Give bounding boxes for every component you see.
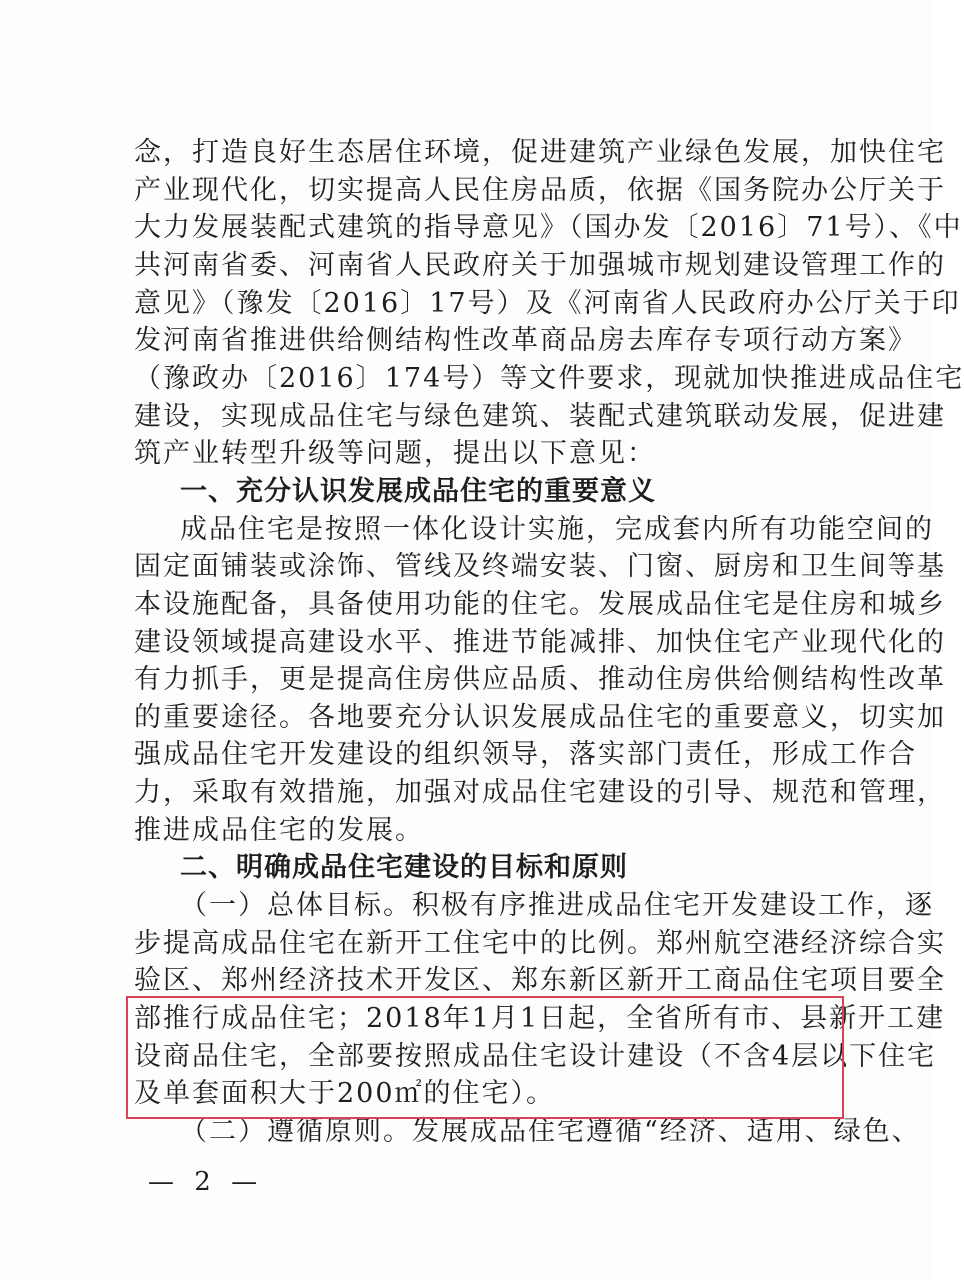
text-line-27: （二）遵循原则。发展成品住宅遵循“经济、适用、绿色、 <box>180 1116 921 1147</box>
text-line-18: 力，采取有效措施，加强对成品住宅建设的引导、规范和管理， <box>134 777 946 808</box>
section-heading-1: 一、充分认识发展成品住宅的重要意义 <box>180 476 656 507</box>
page-number: — 2 — <box>148 1167 264 1197</box>
section-heading-2: 二、明确成品住宅建设的目标和原则 <box>180 852 628 883</box>
text-line-24: 部推行成品住宅；2018年1月1日起，全省所有市、县新开工建 <box>134 1003 946 1034</box>
text-line-22: 步提高成品住宅在新开工住宅中的比例。郑州航空港经济综合实 <box>134 928 946 959</box>
text-line-15: 有力抓手，更是提高住房供应品质、推动住房供给侧结构性改革 <box>134 664 946 695</box>
text-line-7: （豫政办〔2016〕174号）等文件要求，现就加快推进成品住宅 <box>134 363 964 394</box>
text-line-14: 建设领域提高建设水平、推进节能减排、加快住宅产业现代化的 <box>134 627 946 658</box>
text-line-9: 筑产业转型升级等问题，提出以下意见： <box>134 438 656 469</box>
text-line-13: 本设施配备，具备使用功能的住宅。发展成品住宅是住房和城乡 <box>134 589 946 620</box>
text-line-2: 产业现代化，切实提高人民住房品质，依据《国务院办公厅关于 <box>134 175 946 206</box>
text-line-16: 的重要途径。各地要充分认识发展成品住宅的重要意义，切实加 <box>134 702 946 733</box>
text-line-23: 验区、郑州经济技术开发区、郑东新区新开工商品住宅项目要全 <box>134 965 946 996</box>
text-line-11: 成品住宅是按照一体化设计实施，完成套内所有功能空间的 <box>180 514 934 545</box>
text-line-19: 推进成品住宅的发展。 <box>134 815 424 846</box>
text-line-26: 及单套面积大于200㎡的住宅）。 <box>134 1078 556 1109</box>
text-line-3: 大力发展装配式建筑的指导意见》（国办发〔2016〕71号）、《中 <box>134 212 963 243</box>
text-line-8: 建设，实现成品住宅与绿色建筑、装配式建筑联动发展，促进建 <box>134 401 946 432</box>
text-line-12: 固定面铺装或涂饰、管线及终端安装、门窗、厨房和卫生间等基 <box>134 551 946 582</box>
text-line-17: 强成品住宅开发建设的组织领导，落实部门责任，形成工作合 <box>134 739 917 770</box>
highlight-box <box>126 996 946 1119</box>
text-line-21: （一）总体目标。积极有序推进成品住宅开发建设工作，逐 <box>180 890 934 921</box>
text-line-1: 念，打造良好生态居住环境，促进建筑产业绿色发展，加快住宅 <box>134 137 946 168</box>
text-line-5: 意见》（豫发〔2016〕17号）及《河南省人民政府办公厅关于印 <box>134 288 961 319</box>
text-line-25: 设商品住宅，全部要按照成品住宅设计建设（不含4层以下住宅 <box>134 1041 937 1072</box>
text-line-6: 发河南省推进供给侧结构性改革商品房去库存专项行动方案》 <box>134 325 917 356</box>
text-line-4: 共河南省委、河南省人民政府关于加强城市规划建设管理工作的 <box>134 250 946 281</box>
